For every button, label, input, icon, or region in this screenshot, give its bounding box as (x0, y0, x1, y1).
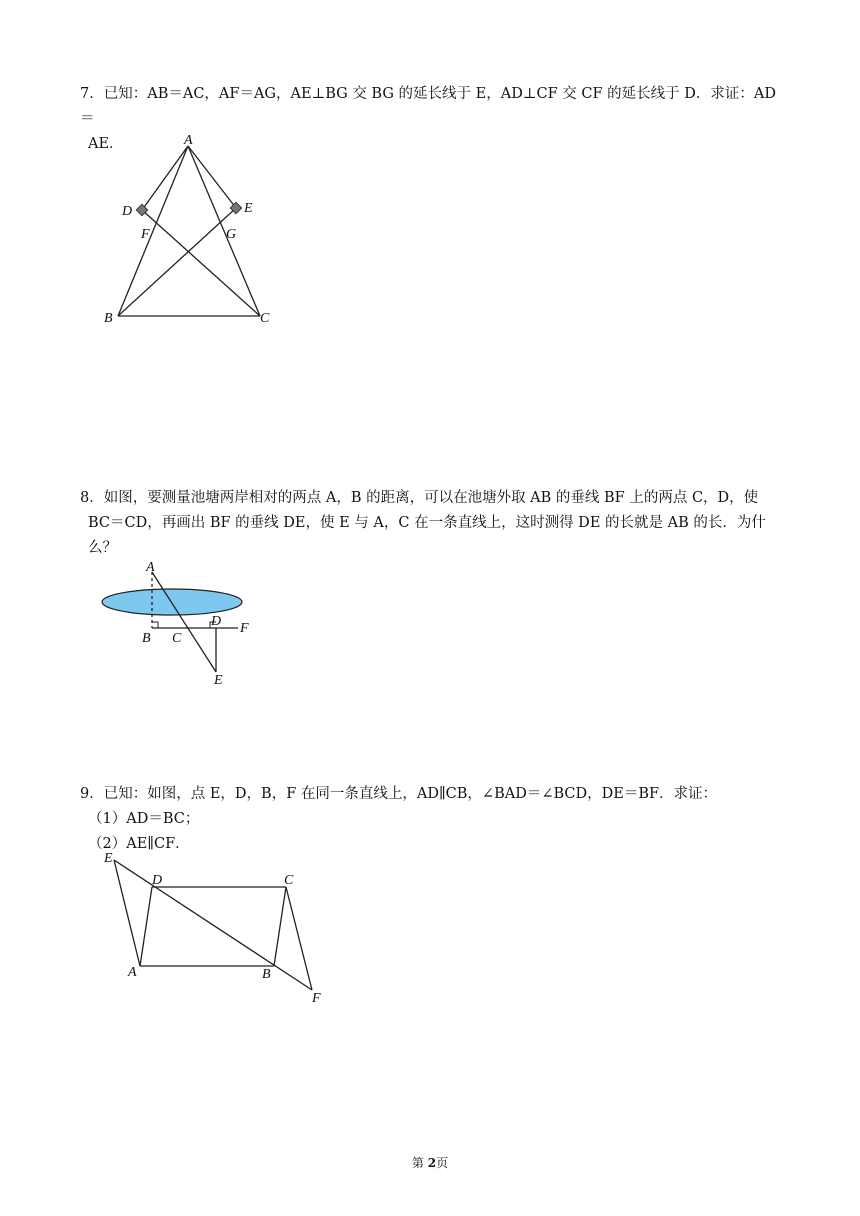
problem-7-line2: AE． (88, 136, 124, 152)
label-a: A (184, 133, 193, 148)
figure-7 (100, 134, 300, 334)
label-c: C (260, 311, 270, 326)
label-f: F (240, 621, 249, 636)
label-b: B (142, 631, 151, 646)
label-a: A (146, 560, 155, 575)
problem-8 (80, 486, 780, 561)
label-d: D (211, 614, 222, 629)
label-c: C (284, 873, 294, 888)
problem-8-line3: 么？ (88, 540, 117, 556)
label-a: A (128, 965, 137, 980)
problem-number: 9． (80, 786, 104, 802)
problem-number: 8． (80, 490, 104, 506)
label-e: E (244, 201, 253, 216)
problem-8-line2: BC＝CD，再画出 BF 的垂线 DE，使 E 与 A，C 在一条直线上，这时测得 DE 的长就是 AB 的长．为什 (88, 515, 766, 531)
problem-9 (80, 782, 780, 857)
label-b: B (262, 967, 271, 982)
label-e: E (104, 851, 113, 866)
label-e: E (214, 673, 223, 688)
problem-number: 7． (80, 86, 104, 102)
label-g: G (226, 227, 237, 242)
pond (102, 589, 242, 615)
problem-7-line1: 7．已知：AB＝AC，AF＝AG，AE⊥BG 交 BG 的延长线于 E，AD⊥CF 交 CF 的延长线于 D．求证：AD＝ (80, 86, 776, 127)
figure-8 (90, 560, 270, 690)
figure-9 (100, 850, 340, 1010)
label-b: B (104, 311, 113, 326)
label-c: C (172, 631, 182, 646)
label-d: D (122, 204, 133, 219)
label-f: F (141, 227, 150, 242)
page-number: 2 (427, 1156, 437, 1170)
page-footer: 第 2页 (411, 1156, 449, 1170)
problem-9-line1: 9．已知：如图，点 E，D，B，F 在同一条直线上，AD∥CB，∠BAD＝∠BCD，DE＝BF．求证： (80, 786, 718, 802)
label-d: D (152, 873, 163, 888)
problem-9-sub1: （1）AD＝BC； (88, 811, 200, 827)
problem-9-sub2: （2）AE∥CF． (88, 836, 190, 852)
label-f: F (312, 991, 321, 1006)
problem-8-line1: 8．如图，要测量池塘两岸相对的两点 A，B 的距离，可以在池塘外取 AB 的垂线 BF 上的两点 C，D，使 (80, 490, 759, 506)
